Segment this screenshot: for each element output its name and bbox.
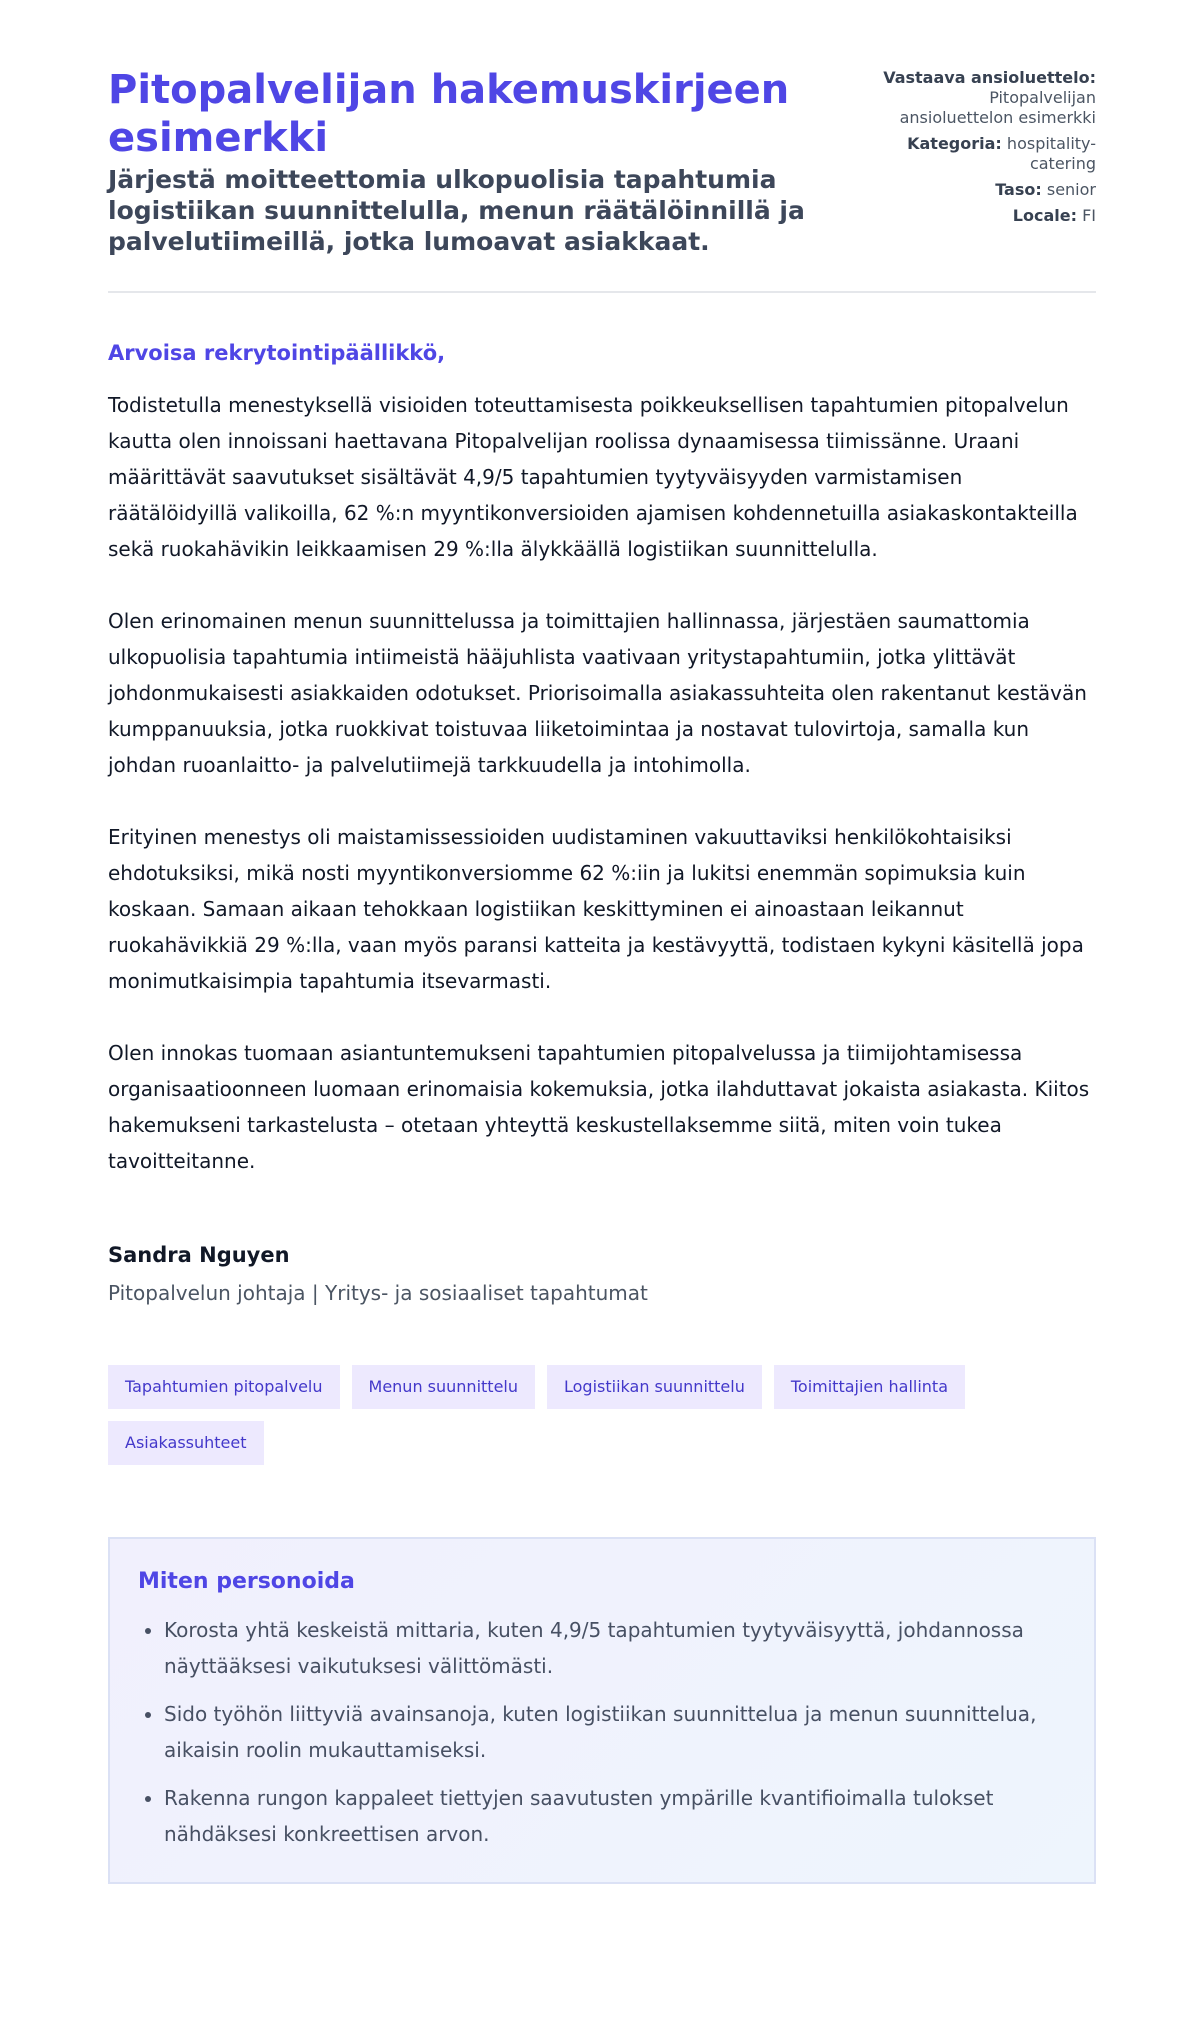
tips-title: Miten personoida xyxy=(138,1569,355,1594)
tip-item: • Korosta yhtä keskeistä mittaria, kuten 4,9/5 tapahtumien tyytyväisyyttä, johdannossa näyttääksesi vaikutuksesi välittömästi. xyxy=(164,1612,1066,1684)
salutation: Arvoisa rekrytointipäällikkö, xyxy=(108,341,446,365)
meta-value: hospitality-catering xyxy=(1006,134,1096,173)
meta-value: Pitopalvelijan ansioluettelon esimerkki xyxy=(899,88,1096,127)
page-subtitle: Järjestä moitteettomia ulkopuolisia tapahtumia logistiikan suunnittelulla, menun räätälöinnillä ja palvelutiimeillä, jotka lumoavat asiakkaat. xyxy=(108,165,805,256)
page-header xyxy=(108,66,1096,293)
meta-level xyxy=(881,180,1096,200)
meta-label: Kategoria: xyxy=(907,134,1002,153)
letter-body xyxy=(108,341,1096,1305)
meta-value: senior xyxy=(1046,180,1096,199)
page-title: Pitopalvelijan hakemuskirjeen esimerkki xyxy=(108,67,790,161)
tip-item: • Sido työhön liittyviä avainsanoja, kuten logistiikan suunnittelua ja menun suunnittelua, aikaisin roolin mukauttamiseksi. xyxy=(164,1696,1066,1768)
meta-locale xyxy=(881,206,1096,226)
meta-category xyxy=(881,134,1096,174)
skill-tag: Tapahtumien pitopalvelu xyxy=(108,1365,340,1409)
letter-paragraph: Olen erinomainen menun suunnittelussa ja toimittajien hallinnassa, järjestäen saumattomia ulkopuolisia tapahtumia intiimeistä hääjuhlista vaativaan yritystapahtumiin, jotka ylittävät johdonmukaisesti asiakkaiden odotukset. Priorisoimalla asiakassuhteita olen rakentanut kestävän kumppanuuksia, jotka ruokkivat toistuvaa liiketoimintaa ja nostavat tulovirtoja, samalla kun johdan ruoanlaitto- ja palvelutiimejä tarkkuudella ja intohimolla. xyxy=(108,609,1087,777)
signature-role: Pitopalvelun johtaja | Yritys- ja sosiaaliset tapahtumat xyxy=(108,1281,648,1305)
letter-paragraph: Erityinen menestys oli maistamissessioiden uudistaminen vakuuttaviksi henkilökohtaisiksi ehdotuksiksi, mikä nosti myyntikonversiomme 62 %:iin ja lukitsi enemmän sopimuksia kuin koskaan. Samaan aikaan tehokkaan logistiikan keskittyminen ei ainoastaan leikannut ruokahävikkiä 29 %:lla, vaan myös paransi katteita ja kestävyyttä, todistaen kykyni käsitellä jopa monimutkaisimpia tapahtumia itsevarmasti. xyxy=(108,825,1084,993)
skill-tag: Asiakassuhteet xyxy=(108,1421,264,1465)
tip-item: • Rakenna rungon kappaleet tiettyjen saavutusten ympärille kvantifioimalla tulokset nähdäksesi konkreettisen arvon. xyxy=(164,1780,1066,1852)
header-titles xyxy=(108,66,848,257)
meta-related-resume xyxy=(881,68,1096,128)
meta-label: Taso: xyxy=(995,180,1042,199)
personalize-tips-box xyxy=(108,1537,1096,1884)
cover-letter-page xyxy=(108,0,1096,1884)
letter-paragraph: Todistetulla menestyksellä visioiden toteuttamisesta poikkeuksellisen tapahtumien pitopalvelun kautta olen innoissani haettavana Pitopalvelijan roolissa dynaamisessa tiimissänne. Uraani määrittävät saavutukset sisältävät 4,9/5 tapahtumien tyytyväisyyden varmistamisen räätälöidyillä valikoilla, 62 %:n myyntikonversioiden ajamisen kohdennetuilla asiakaskontakteilla sekä ruokahävikin leikkaamisen 29 %:lla älykkäällä logistiikan suunnittelulla. xyxy=(108,393,1078,561)
skill-tag: Toimittajien hallinta xyxy=(774,1365,965,1409)
signature-name: Sandra Nguyen xyxy=(108,1243,290,1267)
meta-label: Locale: xyxy=(1012,206,1077,225)
tips-list xyxy=(138,1612,1066,1852)
meta-label: Vastaava ansioluettelo: xyxy=(883,68,1096,87)
skill-tag: Menun suunnittelu xyxy=(352,1365,535,1409)
skill-tag: Logistiikan suunnittelu xyxy=(547,1365,762,1409)
meta-info xyxy=(881,66,1096,232)
meta-value: FI xyxy=(1082,206,1096,225)
letter-paragraph: Olen innokas tuomaan asiantuntemukseni tapahtumien pitopalvelussa ja tiimijohtamisessa organisaatioonneen luomaan erinomaisia kokemuksia, jotka ilahduttavat jokaista asiakasta. Kiitos hakemukseni tarkastelusta – otetaan yhteyttä keskustellaksemme siitä, miten voin tukea tavoitteitanne. xyxy=(108,1041,1090,1173)
skill-tags xyxy=(108,1365,1068,1465)
